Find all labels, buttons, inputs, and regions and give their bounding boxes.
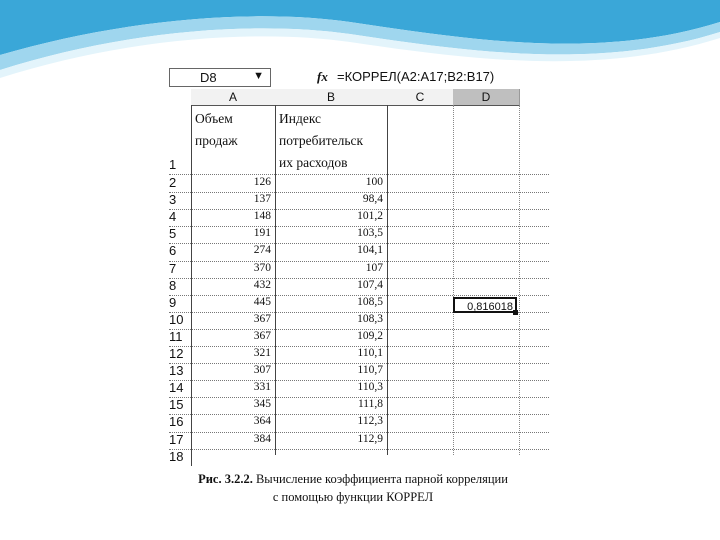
cell-b17[interactable]: 112,9: [357, 432, 383, 445]
cell-b13[interactable]: 110,7: [357, 364, 383, 377]
row-header-10[interactable]: 10: [169, 312, 192, 329]
cell-b11[interactable]: 109,2: [357, 329, 383, 342]
cell-b7[interactable]: 107: [365, 261, 383, 274]
column-c-border: [453, 105, 454, 455]
cell-b16[interactable]: 112,3: [357, 415, 383, 428]
caption-line1: Вычисление коэффициента парной корреляции: [255, 472, 508, 486]
figure-caption: [157, 470, 549, 506]
row-header-2[interactable]: 2: [169, 175, 192, 192]
cell-a8[interactable]: 432: [253, 278, 271, 291]
row-header-13[interactable]: 13: [169, 363, 192, 380]
cell-b9[interactable]: 108,5: [357, 295, 383, 308]
cell-a7[interactable]: 370: [253, 261, 271, 274]
cell-b5[interactable]: 103,5: [357, 227, 383, 240]
cell-a16[interactable]: 364: [253, 415, 271, 428]
row-header-7[interactable]: 7: [169, 261, 192, 278]
cell-b14[interactable]: 110,3: [357, 381, 383, 394]
column-b-border: [387, 105, 388, 455]
row-divider: [169, 174, 549, 175]
cell-a4[interactable]: 148: [253, 210, 271, 223]
cell-a9[interactable]: 445: [253, 295, 271, 308]
column-d-border: [519, 105, 520, 455]
cell-a13[interactable]: 307: [253, 364, 271, 377]
row-header-6[interactable]: 6: [169, 243, 192, 260]
row-header-1[interactable]: 1: [169, 157, 192, 173]
row-header-4[interactable]: 4: [169, 209, 192, 226]
cell-b15[interactable]: 111,8: [357, 398, 383, 411]
fill-handle[interactable]: [513, 310, 518, 315]
cell-a11[interactable]: 367: [253, 329, 271, 342]
row-header-15[interactable]: 15: [169, 397, 192, 414]
header-a-line1: Объем: [195, 111, 233, 126]
formula-bar: [157, 66, 549, 88]
caption-prefix: Рис. 3.2.2.: [198, 472, 253, 486]
cell-b6[interactable]: 104,1: [357, 244, 383, 257]
cell-b3[interactable]: 98,4: [362, 193, 383, 206]
row-header-3[interactable]: 3: [169, 192, 192, 209]
column-header-b[interactable]: B: [275, 89, 388, 106]
row-divider: [169, 449, 549, 450]
row-header-18[interactable]: 18: [169, 449, 192, 466]
cell-a5[interactable]: 191: [253, 227, 271, 240]
row-header-12[interactable]: 12: [169, 346, 192, 363]
cell-reference: D8: [200, 70, 217, 85]
cell-a14[interactable]: 331: [253, 381, 271, 394]
row-header-5[interactable]: 5: [169, 226, 192, 243]
column-header-d[interactable]: D: [453, 89, 520, 106]
column-header-c[interactable]: C: [387, 89, 454, 106]
row-header-14[interactable]: 14: [169, 380, 192, 397]
header-b-line2: потребительск: [279, 133, 364, 148]
row-header-17[interactable]: 17: [169, 432, 192, 449]
header-b-line1: Индекс: [279, 111, 322, 126]
formula-text[interactable]: =КОРРЕЛ(A2:A17;B2:B17): [337, 69, 495, 84]
selected-cell-d8[interactable]: 0,816018: [453, 297, 517, 313]
cell-b8[interactable]: 107,4: [357, 278, 383, 291]
cell-b2[interactable]: 100: [365, 176, 383, 188]
cell-a10[interactable]: 367: [253, 312, 271, 325]
row-header-8[interactable]: 8: [169, 278, 192, 295]
row-header-16[interactable]: 16: [169, 414, 192, 431]
worksheet-grid: [157, 89, 549, 464]
cell-a3[interactable]: 137: [253, 193, 271, 206]
function-icon[interactable]: fx: [317, 69, 328, 84]
row-header-9[interactable]: 9: [169, 295, 192, 312]
cell-a17[interactable]: 384: [253, 432, 271, 445]
name-box[interactable]: [169, 68, 271, 87]
cell-b4[interactable]: 101,2: [357, 210, 383, 223]
dropdown-arrow-icon[interactable]: ▼: [253, 70, 264, 82]
header-b-line3: их расходов: [279, 155, 348, 170]
cell-a15[interactable]: 345: [253, 398, 271, 411]
cell-b10[interactable]: 108,3: [357, 312, 383, 325]
row-header-11[interactable]: 11: [169, 329, 192, 346]
header-a-line2: продаж: [195, 133, 238, 148]
caption-line2: с помощью функции КОРРЕЛ: [272, 490, 434, 504]
cell-a2[interactable]: 126: [253, 176, 271, 188]
cell-b12[interactable]: 110,1: [357, 347, 383, 359]
cell-a6[interactable]: 274: [253, 244, 271, 257]
spreadsheet-image: [157, 66, 549, 508]
cell-a12[interactable]: 321: [253, 347, 271, 359]
column-header-a[interactable]: A: [191, 89, 276, 106]
